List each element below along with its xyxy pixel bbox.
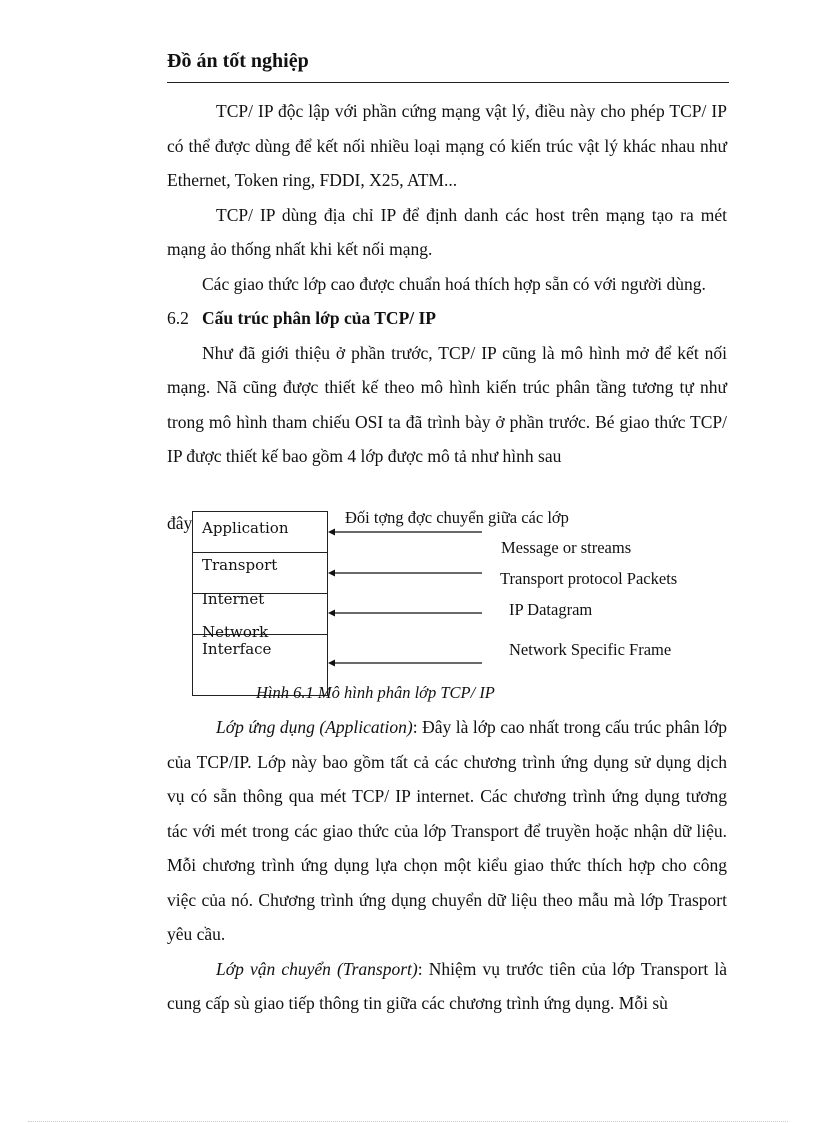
section-paragraph-tail-text: đây xyxy=(167,513,193,533)
page-header-title: Đồ án tốt nghiệp xyxy=(167,50,309,72)
header-rule xyxy=(167,82,729,83)
body-paragraph-transport xyxy=(167,952,727,1021)
diagram-arrows xyxy=(326,525,486,675)
arrowhead-internet xyxy=(328,610,335,617)
layer-network: Network xyxy=(202,623,269,641)
application-description: : Đây là lớp cao nhất trong cấu trúc phân lớp của TCP/IP. Lớp này bao gồm tất cả các chương trình ứng dụng sử dụng dịch vụ có sẵn thông qua mét TCP/ IP internet. Các chương trình ứng dụng tương tác với mét trong các giao thức của lớp Transport để truyền hoặc nhận dữ liệu. Mỗi chương trình ứng dụng lựa chọn một kiểu giao thức thích hợp cho công việc của nó. Chương trình ứng dụng chuyển dữ liệu theo mẫu mà lớp Trasport yêu cầu. xyxy=(167,717,727,944)
layer-stack xyxy=(192,511,328,696)
intro-paragraph-3: Các giao thức lớp cao được chuẩn hoá thích hợp sẵn có với người dùng. xyxy=(202,273,706,294)
figure-caption: Hình 6.1 Mô hình phân lớp TCP/ IP xyxy=(256,683,495,702)
layer-internet: Internet xyxy=(202,590,265,608)
section-title: Cấu trúc phân lớp của TCP/ IP xyxy=(202,308,436,328)
object-transport-packets: Transport protocol Packets xyxy=(500,569,678,588)
object-network-frame: Network Specific Frame xyxy=(509,640,672,659)
arrowhead-transport xyxy=(328,570,335,577)
arrowhead-network xyxy=(328,660,335,667)
intro-paragraph-1: TCP/ IP độc lập với phần cứng mạng vật lý, điều này cho phép TCP/ IP có thể được dùng để kết nối nhiều loại mạng có kiến trúc vật lý khác nhau như Ethernet, Token ring, FDDI, X25, ATM... xyxy=(167,101,727,190)
layer-interface: Interface xyxy=(202,640,272,658)
section-paragraph: Như đã giới thiệu ở phần trước, TCP/ IP cũng là mô hình mở để kết nối mạng. Nã cũng được thiết kế theo mô hình kiến trúc phân tầng tương tự như trong mô hình tham chiếu OSI ta đã trình bày ở phần trước. Bé giao thức TCP/ IP được thiết kế bao gồm 4 lớp được mô tả như hình sau xyxy=(167,342,727,466)
object-message: Message or streams xyxy=(501,538,632,557)
arrowhead-application xyxy=(328,529,335,536)
term-transport: Lớp vận chuyển (Transport) xyxy=(216,958,418,979)
layer-divider xyxy=(193,552,327,553)
intro-block xyxy=(167,94,727,474)
transport-description: : Nhiệm vụ trước tiên của lớp Transport là cung cấp sù giao tiếp thông tin giữa các chương trình ứng dụng. Mỗi sù xyxy=(167,958,728,1013)
section-heading xyxy=(167,301,727,336)
layer-transport: Transport xyxy=(202,556,278,574)
objects-header: Đối tợng đợc chuyển giữa các lớp xyxy=(345,508,569,527)
body-block xyxy=(167,710,727,1021)
footer-dotted-rule xyxy=(28,1121,788,1122)
body-paragraph-application xyxy=(167,710,727,952)
section-number: 6.2 xyxy=(167,308,189,328)
layer-application: Application xyxy=(202,519,289,537)
object-ip-datagram: IP Datagram xyxy=(509,600,593,619)
term-application: Lớp ứng dụng (Application) xyxy=(216,717,413,737)
intro-paragraph-2: TCP/ IP dùng địa chỉ IP để định danh các host trên mạng tạo ra mét mạng ảo thống nhất khi kết nối mạng. xyxy=(167,204,727,259)
